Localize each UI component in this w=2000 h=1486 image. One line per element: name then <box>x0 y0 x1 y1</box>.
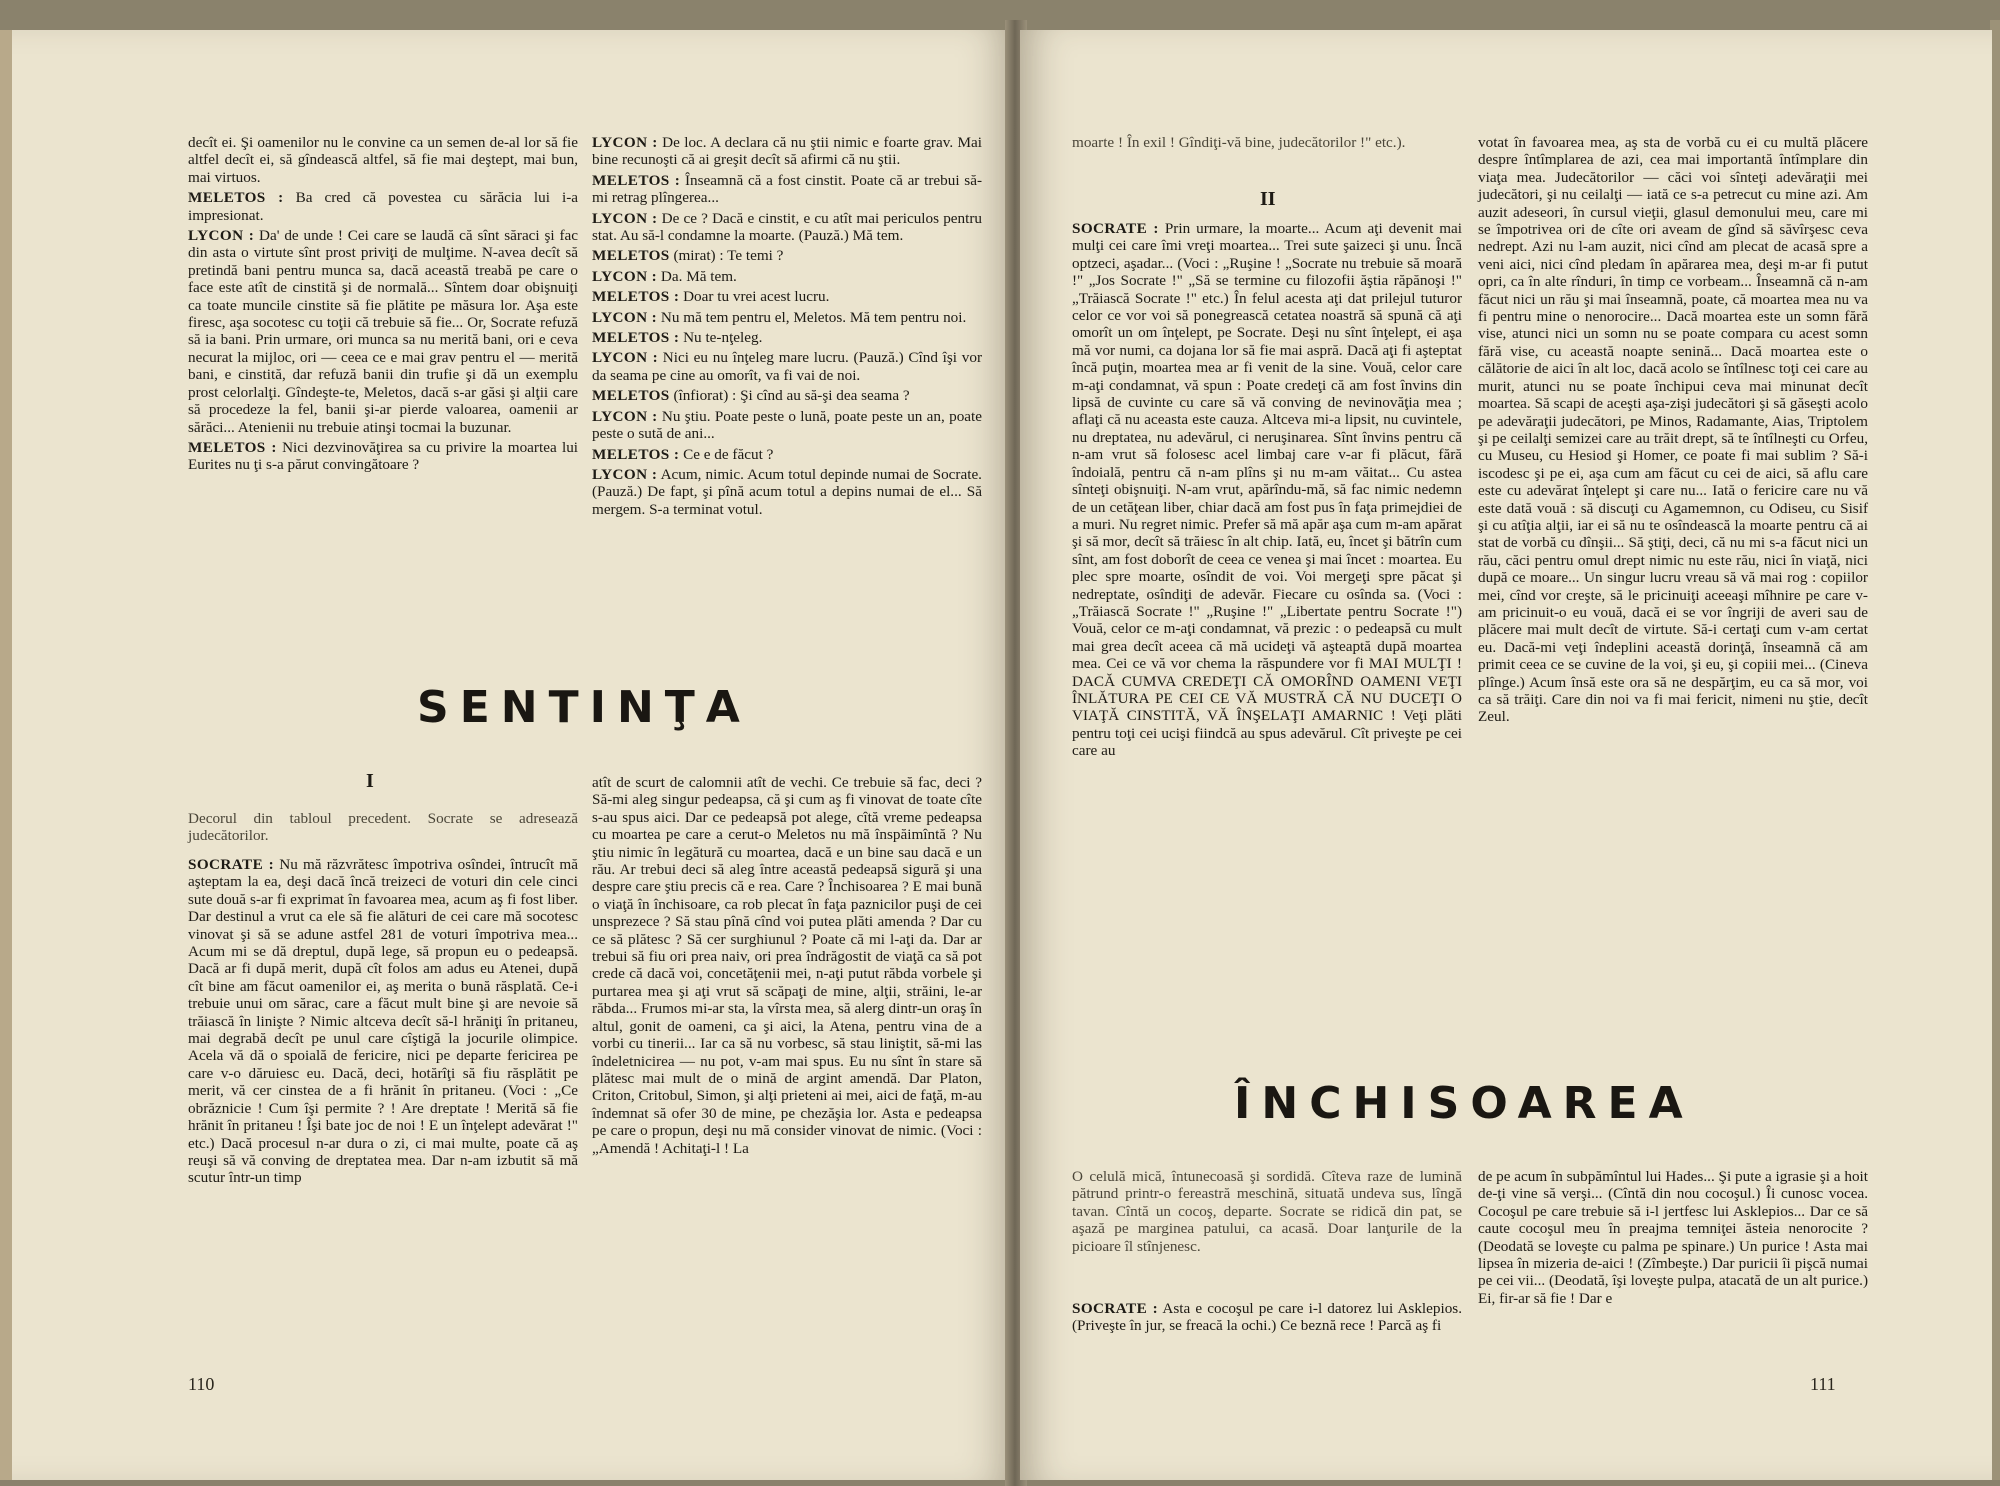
speaker-name: MELETOS : <box>188 438 277 456</box>
right-col1-main <box>1072 220 1462 763</box>
paragraph <box>188 134 578 186</box>
speaker-name: LYCON : <box>592 134 658 151</box>
page-number-right: 111 <box>1810 1374 1836 1394</box>
paragraph <box>592 408 982 443</box>
paragraph <box>592 329 982 346</box>
speaker-name: MELETOS <box>592 247 670 265</box>
speaker-name: SOCRATE : <box>188 856 275 873</box>
page-number-left: 110 <box>188 1374 215 1394</box>
paragraph-text: Ce e de făcut ? <box>683 445 774 463</box>
paragraph <box>592 446 982 463</box>
paragraph <box>1072 134 1462 151</box>
paragraph <box>1072 1300 1462 1335</box>
left-col2-top <box>592 134 982 521</box>
paragraph <box>592 774 982 1157</box>
right-col2-bottom <box>1478 1168 1868 1310</box>
paragraph-text: Prin urmare, la moarte... Acum aţi devenit mai mulţi cei care îmi vreţi moartea... Trei sute şaizeci şi unu. Încă optzeci, aşadar... (Voci : „Ruşine ! „Socrate nu trebuie să moară !" „Jos Socrate !" „Să se termine cu filozofii ăştia răpănoşi !" „Trăiască Socrate !" etc.) În felul acesta aţi dat prilejul tuturor celor ce vor voi să ponegrească cetatea noastră să spună că aţi omorît un om înţelept, pe Socrate. Deşi nu sînt înţelept, ei aşa mă vor numi, ca dojana lor să fie mai aspră. Dacă aţi fi aşteptat încă puţin, moartea mea ar fi venit de la sine. Vouă, celor care m-aţi condamnat, vă spun : Poate credeţi că am fost învins din lipsă de cuvinte cu care să vă conving de nevinovăţia mea ; aflaţi că nu aceasta este cauza. Altceva mi-a lipsit, nu cuvintele, nu dreptatea, nu adevărul, ci neruşinarea. Sînt învins pentru că n-am vrut să folosesc acel limbaj care v-ar fi plăcut, fără îndoială, pentru că n-am plîns şi nu m-am văitat... Cu astea sînteţi obişnuiţi. N-am vrut, apărîndu-mă, să fac nimic nedemn de un cetăţean liber, chiar dacă am fost pus în faţa primejdiei de a muri. Nu regret nimic. Prefer să mă apăr aşa cum m-am apărat şi să mor, decît să trăiesc în alt chip. Iată, eu, încet şi bătrîn cum sînt, am fost doborît de ceea ce venea şi mai încet : moartea. Eu plec spre moarte, osîndit de voi. Voi mergeţi spre păcat şi nedreptate, osîndiţi de adevăr. Fiecare cu osînda sa. (Voci : „Trăiască Socrate !" „Ruşine !" „Libertate pentru Socrate !") Vouă, celor ce m-aţi condamnat, vă prezic : o pedeapsă cu mult mai grea decît aceea că mă ucideţi vă aşteaptă după moartea mea. Cei ce vă vor chema la răspundere vor fi MAI MULŢI ! DACĂ CUMVA CREDEŢI CĂ OMORÎND OAMENI VEŢI ÎNLĂTURA PE CEI CE VĂ MUSTRĂ CĂ NU DUCEŢI O VIAŢĂ CINSTITĂ, VĂ ÎNŞELAŢI AMARNIC ! Veţi plăti pentru toţi cei ucişi fiindcă au spus adevărul. Cît priveşte pe cei care au <box>1072 220 1463 760</box>
paragraph <box>592 247 982 264</box>
paragraph-text: (mirat) : Te temi ? <box>673 247 784 265</box>
paragraph <box>1072 220 1462 760</box>
right-page <box>1020 30 1992 1480</box>
paragraph-text: decît ei. Şi oamenilor nu le convine ca un semen de-al lor să fie altfel decît ei, să gîndească altfel, să fie mai deştept, mai bun, mai virtuos. <box>188 134 578 186</box>
paragraph-text: Acum, nimic. Acum totul depinde numai de Socrate. (Pauză.) De fapt, şi pînă acum totul a depins numai de el... Să mergem. S-a terminat votul. <box>592 465 982 518</box>
paragraph-text: Da. Mă tem. <box>660 267 737 285</box>
stage-direction-inchisoarea <box>1072 1168 1462 1258</box>
speaker-name: LYCON : <box>592 465 658 483</box>
paragraph-text: (înfiorat) : Şi cînd au să-şi dea seama ? <box>673 387 910 405</box>
paragraph <box>592 268 982 285</box>
paragraph-text: moarte ! În exil ! Gîndiţi-vă bine, judecătorilor !" etc.). <box>1072 134 1406 151</box>
paragraph-text: Da' de unde ! Cei care se laudă că sînt săraci şi fac din asta o virtute sînt prost priviţi de mulţime. N-avea decît să pretindă bani pentru munca sa, dacă această treabă pe care o face este atît de cinstită şi de normală... Sîntem doar obişnuiţi ca toate muncile cinstite să fie plătite pe măsura lor. Aşa este firesc, aşa socotesc cu toţii că trebuie să fie... Or, Socrate refuză să ia bani. Prin urmare, ori munca sa nu merită bani, ori e ceva necurat la mijloc, ori — ceea ce e mai grav pentru el — merită bani, e cinstită, dar refuză banii din trufie şi dă un exemplu prost celorlalţi. Gîndeşte-te, Meletos, dacă s-ar găsi şi alţii care să procedeze la fel, banii şi-ar pierde valoarea, oamenii ar sărăci... Atenienii nu trebuie atinşi tocmai la buzunar. <box>188 227 579 436</box>
paragraph-text: De ce ? Dacă e cinstit, e cu atît mai periculos pentru stat. Au să-l condamne la moarte. (Pauză.) Mă tem. <box>592 209 982 245</box>
paragraph-text: atît de scurt de calomnii atît de vechi. Ce trebuie să fac, deci ? Să-mi aleg singur pedeapsa, că şi cum aş fi vinovat de toate cîte s-au spus aici. Dar ce pedeapsă pot alege, cîtă vreme pedeapsa cu moartea pe care a cerut-o Meletos nu mă înspăimîntă ? Nu ştiu nimic în legătură cu moartea, dacă e un bine sau dacă e un rău. Ar trebui deci să aleg între această pedeapsă sigură şi una despre care ştiu precis că e rea. Care ? Închisoarea ? E mai bună o viaţă în închisoare, ca rob plecat în faţa paznicilor puşi de cei unsprezece ? Să stau pînă cînd voi putea plăti amenda ? Dar cu ce să plătesc ? Să cer surghiunul ? Poate că mi l-aţi da. Dar ar trebui să fiu ori prea naiv, ori prea îndrăgostit de viaţă ca să pot crede că dacă voi, concetăţenii mei, n-aţi putut răbda vorbele şi purtarea mea şi aţi vrut să scăpaţi de mine, alţii, străini, le-ar răbda... Frumos mi-ar sta, la vîrsta mea, să alerg dintr-un oraş în altul, gonit de oameni, ca şi aici, la Atena, pentru vina de a vorbi cu tinerii... Iar ca să nu vorbesc, să stau liniştit, să-mi las îndeletnicirea — nu pot, v-am mai spus. Eu nu sînt în stare să plătesc mai mult de o mină de argint amendă. Dar Platon, Criton, Critobul, Simon, şi alţi prieteni ai mei, aici de faţă, m-au îndemnat să ofer 30 de mine, pe chezăşia lor. Asta e pedeapsa pe care o propun, deşi nu mă consider vinovat de nimic. (Voci : „Amendă ! Achitaţi-l ! La <box>592 774 982 1157</box>
speaker-name: MELETOS : <box>592 171 681 189</box>
paragraph-text: Ba cred că povestea cu sărăcia lui i-a impresionat. <box>188 189 579 224</box>
paragraph <box>1478 1168 1868 1307</box>
paragraph <box>188 856 578 1187</box>
speaker-name: MELETOS : <box>188 189 284 207</box>
stage-direction-text-2: O celulă mică, întunecoasă şi sordidă. Cîteva raze de lumină pătrund printr-o fereastră meschină, situată undeva sus, lîngă tavan. Cîntă un cocoş, departe. Socrate se ridică din pat, se aşază pe marginea patului, ca acasă. Doar lanţurile de la picioare îl stînjenesc. <box>1072 1168 1462 1255</box>
paragraph <box>592 466 982 518</box>
speaker-name: LYCON : <box>592 349 659 367</box>
paragraph-text: Nu ştiu. Poate peste o lună, poate peste un an, poate peste o sută de ani... <box>592 407 983 443</box>
paragraph <box>592 210 982 245</box>
speaker-name: MELETOS : <box>592 329 680 347</box>
left-col1-bottom <box>188 856 578 1190</box>
section-title-sentinta: SENTINŢA <box>417 682 751 733</box>
speaker-name: MELETOS : <box>592 445 680 463</box>
paragraph-text: Doar tu vrei acest lucru. <box>683 288 830 306</box>
speaker-name: LYCON : <box>592 267 658 285</box>
paragraph-text: de pe acum în subpămîntul lui Hades... Şi pute a igrasie şi a hoit de-ţi vine să verşi... (Cîntă din nou cocoşul.) Îi cunosc vocea. Cocoşul pe care trebuie să i-l jertfesc lui Asklepios... Dar ce să caute cocoşul meu în preajma temniţei ăsteia nenorocite ? (Deodată se loveşte cu palma pe spinare.) Un purice ! Asta mai lipsea în mizeria de-aici ! (Zîmbeşte.) Dar puricii îi pişcă numai pe cei vii... (Deodată, îşi loveşte pulpa, atacată de un alt purice.) Ei, fir-ar să fie ! Dar e <box>1478 1168 1868 1307</box>
paragraph-text: Nici dezvinovăţirea sa cu privire la moartea lui Eurites nu ţi s-a părut convingătoare ? <box>188 438 579 474</box>
paragraph <box>592 288 982 305</box>
right-col1-top <box>1072 134 1462 154</box>
left-col2-bottom <box>592 774 982 1160</box>
paragraph <box>1478 134 1868 726</box>
paragraph <box>592 172 982 207</box>
paragraph-text: De loc. A declara că nu ştii nimic e foarte grav. Mai bine recunoşti că ai greşit decît să afirmi că nu ştii. <box>592 134 982 169</box>
paragraph <box>592 134 982 169</box>
paragraph-text: Nu mă tem pentru el, Meletos. Mă tem pentru noi. <box>660 308 967 326</box>
paragraph <box>592 387 982 404</box>
speaker-name: LYCON : <box>592 308 658 326</box>
paragraph <box>592 349 982 384</box>
speaker-name: MELETOS <box>592 387 670 405</box>
speaker-name: LYCON : <box>592 209 658 227</box>
paragraph <box>188 227 578 436</box>
paragraph-text: Nu mă răzvrătesc împotriva osîndei, întrucît mă aşteptam la ea, deşi dacă încă treizeci de voturi din cele cinci sute două s-ar fi exprimat în favoarea mea, acum aş fi fost liber. Dar destinul a vrut ca ele să fie alături de cei care mă socotesc vinovat şi să se adune astfel 281 de voturi împotriva mea... Acum mi se dă dreptul, după lege, să propun eu o pedeapsă. Dacă ar fi după merit, după cît folos am adus eu Atenei, după cît bine am făcut oamenilor ei, aş merita o bună răsplată. Ce-i trebuie unui om sărac, care a făcut mult bine şi are nevoie să trăiască în linişte ? Nimic altceva decît să-l hrăniţi în pritaneu, mai degrabă decît pe unul care cîştigă la jocurile olimpice. Acela vă dă o spoială de fericire, nici pe departe fericirea pe care v-o dăruiesc eu. Dacă, deci, hotărîţi să fiu răsplătit pe merit, vă cer cinstea de a fi hrănit în pritaneu. (Voci : „Ce obrăznicie ! Cum îşi permite ? ! Are dreptate ! Merită să fie hrănit în pritaneu ! Îşi bate joc de noi ! E un înţelept adevărat !" etc.) Dacă procesul n-ar dura o zi, ci mai multe, poate că aş reuşi să vă conving de dreptatea mea. Dar n-am izbutit să mă scutur într-un timp <box>188 856 578 1187</box>
speaker-name: LYCON : <box>592 407 658 425</box>
left-col1-top <box>188 134 578 477</box>
speaker-name: LYCON : <box>188 227 255 245</box>
stage-direction-sentinta <box>188 810 578 848</box>
act-number-2: II <box>1260 188 1276 210</box>
paragraph-text: votat în favoarea mea, aş sta de vorbă cu ei cu multă plăcere despre întîmplarea de azi, cea mai importantă întîmplare din viaţa mea. Judecătorilor — căci voi sînteţi adevăraţii mei judecători, şi nu ceilalţi — iată ce s-a petrecut cu mine azi. Am auzit adeseori, în cursul vieţii, glasul demonului meu, care mi se împotrivea ori de cîte ori aveam de gînd să săvîrşesc ceva nedrept. Azi nu l-am auzit, nici cînd am plecat de acasă spre a veni aici, nici cînd pledam în apărarea mea, deşi m-ar fi putut opri, ca în alte rînduri, în timp ce vorbeam... Înseamnă că n-am făcut nici un rău şi mai înseamnă, poate, că moartea mea nu va fi pentru mine o nenorocire... Dacă moartea este un somn fără vise, atunci nici un somn nu se poate compara cu acest somn fără vise, cu această noapte senină... Dacă moartea este o călătorie de aici în alt loc, dacă acolo se întîlnesc toţi cei care au murit, atunci nu se poate închipui ceva mai minunat decît moartea. Să scapi de aceşti aşa-zişi judecători şi să găseşti acolo pe adevăraţii judecători, pe Minos, Radamante, Aias, Triptolem şi pe ceilalţi semizei care au trăit drept, să te întîlneşti cu Orfeu, cu Museu, cu Hesiod şi Homer, ce poate fi mai sublim ? Să-i iscodesc şi pe ei, aşa cum am făcut cu cei de aici, să aflu care este cu adevărat înţelept şi care nu... Iată o fericire care nu vă este dată vouă : să discuţi cu Agamemnon, cu Odiseu, cu Sisif şi cu atîţia alţii, iar ei să nu te osîndească la moarte pentru că ai stat de vorbă cu dînşii... Să ştiţi, deci, că nu mi s-a făcut nici un rău, căci pentru omul drept nimic nu este rău, nici în viaţă, nici după ce moare... Un singur lucru vreau să vă mai rog : copiilor mei, cînd vor creşte, să le pricinuiţi aceeaşi mîhnire pe care v-am pricinuit-o eu vouă, dacă ei se vor îngriji de averi sau de plăcere mai mult decît de virtute. Să-i certaţi cum v-am certat eu. Dacă-mi veţi îndeplini această dorinţă, înseamnă că am primit ceea ce se cuvine de la voi, şi eu, şi copiii mei... (Cineva plînge.) Acum însă este ora să ne despărţim, eu ca să mor, voi ca să trăiţi. Care din noi va fi mai fericit, nimeni nu ştie, decît Zeul. <box>1478 134 1868 726</box>
paragraph <box>188 189 578 224</box>
paragraph-text: Nici eu nu înţeleg mare lucru. (Pauză.) Cînd îşi vor da seama pe cine au omorît, va fi vai de noi. <box>592 349 982 384</box>
speaker-name: SOCRATE : <box>1072 220 1159 237</box>
stage-direction-text: Decorul din tabloul precedent. Socrate se adresează judecătorilor. <box>188 810 578 845</box>
speaker-name: MELETOS : <box>592 288 680 306</box>
right-col2-top <box>1478 134 1868 729</box>
paragraph-text: Înseamnă că a fost cinstit. Poate că ar trebui să-mi retrag plîngerea... <box>592 171 982 207</box>
section-title-inchisoarea: ÎNCHISOAREA <box>1234 1078 1694 1129</box>
right-col1-bottom <box>1072 1300 1462 1338</box>
left-page <box>12 30 1012 1480</box>
paragraph <box>188 439 578 474</box>
paragraph <box>592 309 982 326</box>
act-number-1: I <box>366 770 374 792</box>
paragraph-text: Asta e cocoşul pe care i-l datorez lui Asklepios. (Priveşte în jur, se freacă la ochi.) Ce beznă rece ! Parcă aş fi <box>1072 1300 1463 1335</box>
speaker-name: SOCRATE : <box>1072 1300 1159 1317</box>
paragraph-text: Nu te-nţeleg. <box>683 329 763 347</box>
